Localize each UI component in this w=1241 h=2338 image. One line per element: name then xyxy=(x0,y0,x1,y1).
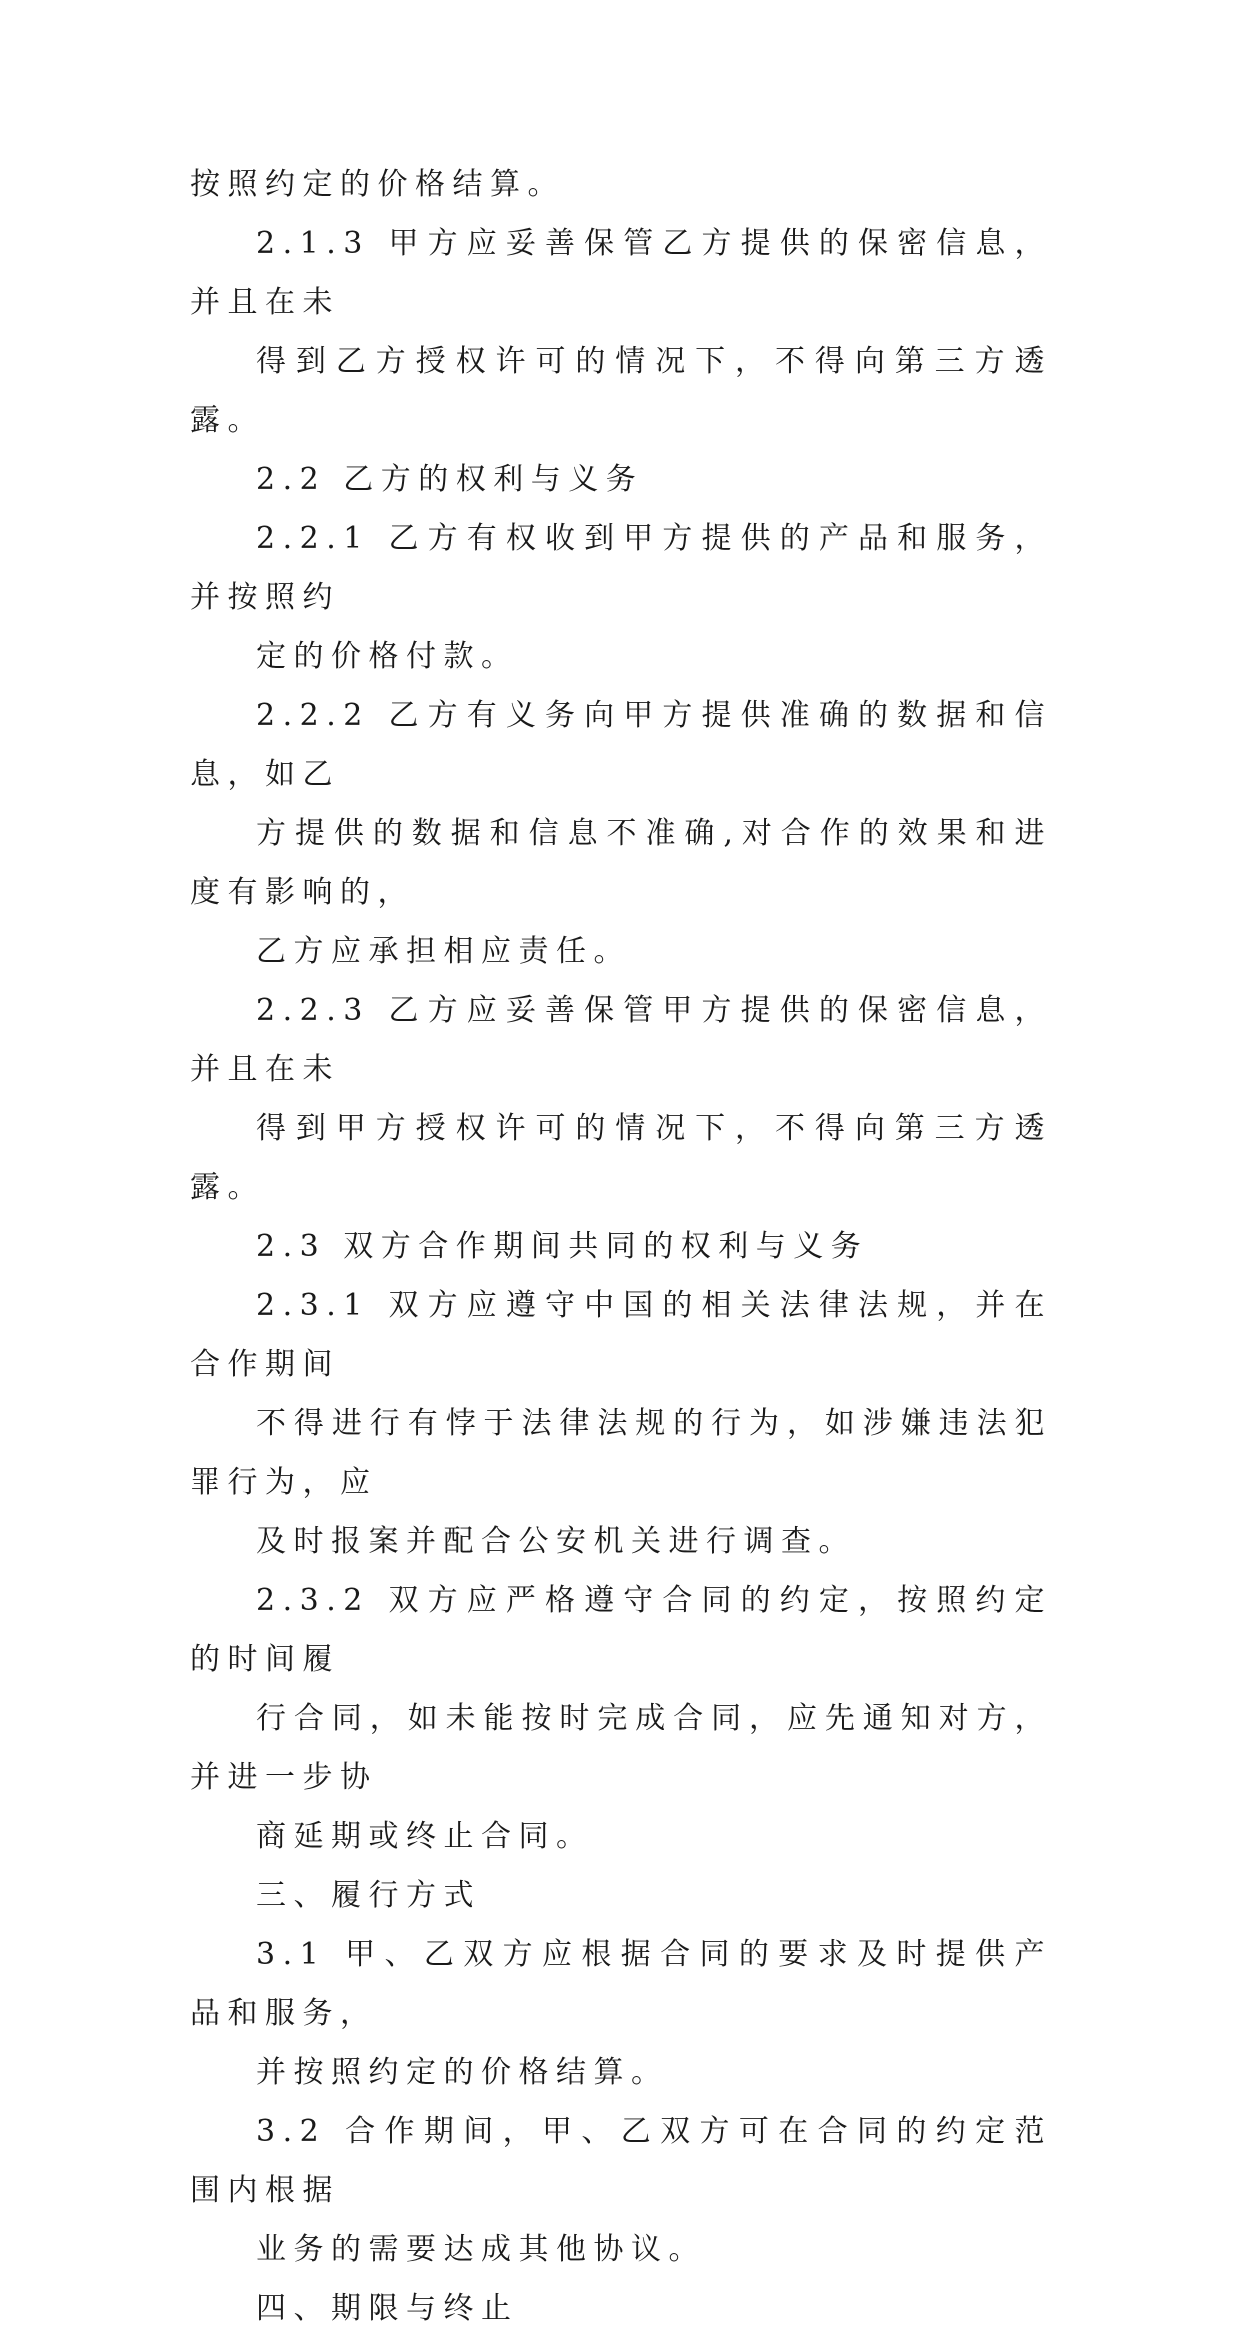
text-line: 2.2.1 乙方有权收到甲方提供的产品和服务，并按照约 xyxy=(190,521,1052,615)
text-line: 按照约定的价格结算。 xyxy=(190,167,565,202)
paragraph-settlement-continuation xyxy=(190,155,1052,214)
text-line: 2.1.3 甲方应妥善保管乙方提供的保密信息，并且在未 xyxy=(190,226,1052,320)
text-line: 2.2.2 乙方有义务向甲方提供准确的数据和信息，如乙 xyxy=(190,698,1052,792)
clause-2-2-3 xyxy=(190,981,1052,1217)
clause-3-2 xyxy=(190,2102,1052,2279)
text-line: 得到乙方授权许可的情况下，不得向第三方透露。 xyxy=(190,344,1052,438)
text-line: 得到甲方授权许可的情况下，不得向第三方透露。 xyxy=(190,1111,1052,1205)
section-heading-4 xyxy=(190,2279,1052,2338)
text-line: 2.3.1 双方应遵守中国的相关法律法规，并在合作期间 xyxy=(190,1288,1052,1382)
text-line: 定的价格付款。 xyxy=(256,639,519,674)
text-line: 业务的需要达成其他协议。 xyxy=(256,2232,706,2267)
text-line: 方提供的数据和信息不准确,对合作的效果和进度有影响的， xyxy=(190,816,1052,910)
text-line: 四、期限与终止 xyxy=(256,2291,519,2326)
text-line: 2.3.2 双方应严格遵守合同的约定，按照约定的时间履 xyxy=(190,1583,1052,1677)
section-heading-3 xyxy=(190,1866,1052,1925)
text-line: 3.1 甲、乙双方应根据合同的要求及时提供产品和服务， xyxy=(190,1937,1052,2031)
text-line: 2.2 乙方的权利与义务 xyxy=(256,462,644,497)
section-heading-2-3 xyxy=(190,1217,1052,1276)
document-body xyxy=(190,155,1052,2338)
clause-2-3-1 xyxy=(190,1276,1052,1571)
section-heading-2-2 xyxy=(190,450,1052,509)
text-line: 不得进行有悖于法律法规的行为，如涉嫌违法犯罪行为，应 xyxy=(190,1406,1052,1500)
text-line: 并按照约定的价格结算。 xyxy=(256,2055,669,2090)
text-line: 行合同，如未能按时完成合同，应先通知对方，并进一步协 xyxy=(190,1701,1052,1795)
text-line: 三、履行方式 xyxy=(256,1878,481,1913)
text-line: 2.2.3 乙方应妥善保管甲方提供的保密信息，并且在未 xyxy=(190,993,1052,1087)
text-line: 商延期或终止合同。 xyxy=(256,1819,594,1854)
clause-2-2-1 xyxy=(190,509,1052,686)
text-line: 乙方应承担相应责任。 xyxy=(256,934,631,969)
text-line: 3.2 合作期间，甲、乙双方可在合同的约定范围内根据 xyxy=(190,2114,1052,2208)
clause-2-2-2 xyxy=(190,686,1052,981)
clause-2-1-3 xyxy=(190,214,1052,450)
clause-3-1 xyxy=(190,1925,1052,2102)
clause-2-3-2 xyxy=(190,1571,1052,1866)
text-line: 2.3 双方合作期间共同的权利与义务 xyxy=(256,1229,869,1264)
text-line: 及时报案并配合公安机关进行调查。 xyxy=(256,1524,856,1559)
